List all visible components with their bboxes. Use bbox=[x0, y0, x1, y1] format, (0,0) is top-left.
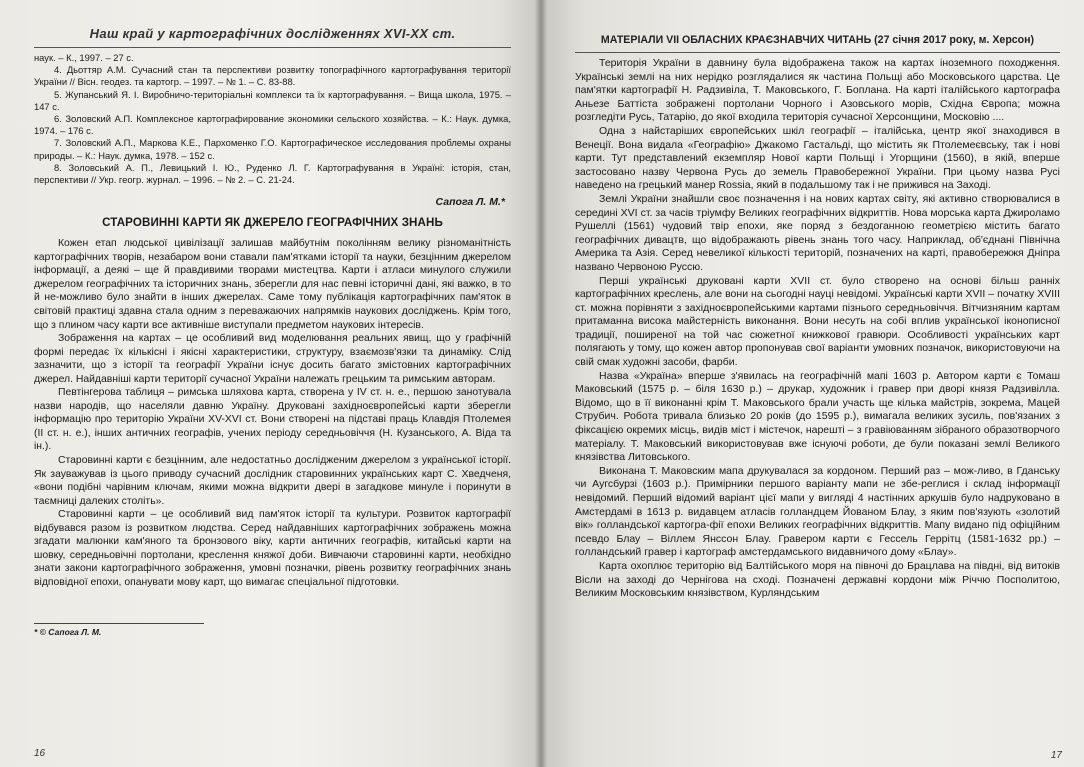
reference-item: 8. Золовський А. П., Левицький І. Ю., Руденко Л. Г. Картографування в Україні: історія, стан, перспективи // Укр. геогр. журнал. – 1996. – № 2. – С. 21-24. bbox=[34, 161, 511, 186]
reference-item: 4. Дьоттяр А.М. Сучасний стан та перспективи розвитку топографічного картографування території України // Вісн. геодез. та картогр. – 1997. – № 1. – С. 83-88. bbox=[34, 64, 511, 88]
left-page-number: 16 bbox=[34, 748, 46, 759]
body-paragraph: Територія України в давнину була відображена також на картах іноземного походження. Українські землі на них нерідко розглядалися як частина Польщі або Московського царства. Це пам'ятки картографії Н. Радзивіла, Т. Маковського, Г. Боплана. На карті італійського картографа Аньезе Баттіста зображені портолани Чорного і Азовського морів, Східна Європа; можна розгледіти Русь, Татарію, до якої входила територія сучасної Херсонщини, Московію .... bbox=[575, 57, 1060, 124]
body-paragraph: Певтінгерова таблиця – римська шляхова карта, створена у IV ст. н. е., першою занотувала назви народів, що населяли давню Україну. Друковані західноєвропейські карти зберегли інформацію про територію України XV-XVI ст. Вони створені на підставі праць Клавдія Птолемея (II ст. н. е.), інших античних географів, учених періоду середньовіччя (Н. Кузанського, А. Віда та ін.). bbox=[34, 387, 511, 453]
reference-item: наук. – К., 1997. – 27 с. bbox=[34, 52, 134, 63]
right-body-text bbox=[575, 57, 1060, 601]
article-title: СТАРОВИННІ КАРТИ ЯК ДЖЕРЕЛО ГЕОГРАФІЧНИХ ЗНАНЬ bbox=[102, 216, 443, 230]
footnote: * © Сапога Л. М. bbox=[34, 627, 102, 638]
reference-item: 6. Золовский А.П. Комплексное картографирование экономики сельского хозяйства. – К.: Наук. думка, 1974. – 176 с. bbox=[34, 113, 511, 137]
right-head-rule bbox=[575, 52, 1060, 53]
left-page bbox=[0, 0, 541, 767]
book-gutter bbox=[535, 0, 547, 767]
right-page-number: 17 bbox=[1050, 750, 1062, 761]
body-paragraph: Назва «Україна» вперше з'явилась на географічній мапі 1603 р. Автором карти є Томаш Маковський (1575 р. – біля 1630 р.) – друкар, художник і гравер при дворі князя Радзивілла. Відомо, що в її виконанні крім Т. Маковського брали участь ще кілька майстрів, зокрема, Мацей Струбич. Робота тривала близько 20 років (до 1595 р.), вимагала великих зусиль, пов'язаних з фіксацією окремих місць, видів міст і містечок, нарешті – з гравіюванням зібраного образотворчого матеріалу. Т. Маковський використовував вже існуючі роботи, де були показані землі Великого князівства Литовського. bbox=[575, 369, 1060, 464]
reference-item: 7. Золовский А.П., Маркова К.Е., Пархоменко Г.О. Картографическое исследования проблемы охраны природы. – К.: Наук. думка, 1978. – 152 с. bbox=[34, 137, 511, 161]
body-paragraph: Одна з найстаріших європейських шкіл географії – італійська, центр якої знаходився в Венеції. Вона видала «Географію» Джакомо Гастальді, що містить як Птолемеєвську, так і нові карти. Тут представлений екземпляр Нової карти Польщі і Угорщини (1560), в якій, вперше застосовано назву Червона Русь до земель Правобережної України. При цьому назва Русі наведено на грецький манер Rossia, який в подальшому так і не прижився на Заході. bbox=[575, 124, 1060, 192]
left-head-rule bbox=[34, 47, 511, 48]
body-paragraph: Виконана Т. Маковским мапа друкувалася за кордоном. Перший раз – мож-ливо, в Гданську чи Аугсбурзі (1603 р.). Примірники першого варіанту мапи не збе-реглися і склад інформації невідомий. Перший відомий варіант цієї мапи у вигляді 4 настінних аркушів було надруковано в Амстердамі в 1613 р. видавцем атласів голландцем Йованом Блау, з яким пов'язують «золотий вік» голландської картогра-фії епохи Великих географічних відкриттів. Мапу видано під офіційним псевдо Блау – Віллем Янссон Блау. Гравером карти є Гессель Геррітц (1581-1632 рр.) – голландський гравер і картограф амстердамського видавничого дому «Блау». bbox=[575, 464, 1060, 559]
body-paragraph: Кожен етап людської цивілізації залишав майбутнім поколінням велику різноманітність картографічних творів, незабаром вони ставали пам'ятками історії та науки, безцінним джерелом інформації, а деякі – ще й правдивими творами мистецтва. Карти і атласи минулого служили джерелом географічних та історичних знань, зберегли для нас певні історичні дані, які важко, в то й не-можливо було знайти в інших джерелах. Саме тому публікація картографічних пам'яток в світовій практиці здавна стала одним з переважаючих напрямків наукових досліджень. Крім того, що з плином часу карти все активніше виступали предметом наукових інтересів. bbox=[34, 238, 511, 331]
reference-item: 5. Жупанський Я. І. Виробничо-територіальні комплекси та їх картографування. – Вища школа, 1975. – 147 с. bbox=[34, 88, 511, 112]
left-body-text bbox=[34, 237, 511, 589]
body-paragraph: Старовинні карти є безцінним, але недостатньо дослідженим джерелом з української історії. Як зауважував із цього приводу сучасний дослідник старовинних українських карт С. Хведченя, «вони подібні чарівним ключам, якими можна відкрити двері в загадкове минуле і поринути в таємниці далеких століть». bbox=[34, 454, 511, 507]
right-page bbox=[541, 0, 1084, 767]
left-running-head: Наш край у картографічних дослідженнях XVI-XX ст. bbox=[89, 26, 456, 41]
body-paragraph: Землі України знайшли своє позначення і на нових картах світу, які активно створювалися в середині XVI ст. за часів тріумфу Великих географічних відкриттів. Нова морська карта Джироламо Рушеллі (1561) чудовий твір епохи, яке поряд з бездоганною геометрією містить багато географічних дивацтв, що відображають рівень знань того часу. Наприклад, об'єднані Північна Америка та Азія. Серед невеликої кількості територій, позначених на карті, правобережжя Дніпра названо Червоною Руссю. bbox=[575, 192, 1060, 273]
right-running-head: МАТЕРІАЛИ VII ОБЛАСНИХ КРАЄЗНАВЧИХ ЧИТАНЬ (27 січня 2017 року, м. Херсон) bbox=[600, 34, 1035, 46]
article-author: Сапога Л. М.* bbox=[435, 196, 505, 209]
reference-list bbox=[34, 52, 511, 186]
body-paragraph: Перші українські друковані карти XVII ст. було створено на основі більш ранніх картографічних креслень, але вони на сьогодні науці невідомі. Українські карти XVII – початку XVIII ст. можна порівняти з західноєвропейськими картами пізнього середньовіччя. Вітчизняним картам притаманна висока майстерність виконання. Вони несуть на собі вплив української іконописної традиції, поширеної на той час сюжетної книжкової гравюри. Особливості українських карт полягають у тому, що кожен автор пропонував свої варіанти умовних позначок, використовуючи на свій смак художні засоби, фарби. bbox=[575, 274, 1060, 369]
body-paragraph: Зображення на картах – це особливий вид моделювання реальних явищ, що у графічній формі передає їх кількісні і якісні характеристики, структуру, взаємозв'язки та динаміку. Слід зазначити, що з історії та географії України існує досить багато змістовних картографічних джерел. Найдавніші карти території сучасної України належать грецьким та римським авторам. bbox=[34, 333, 511, 385]
body-paragraph: Старовинні карти – це особливий вид пам'яток історії та культури. Розвиток картографії відбувався разом із розвитком людства. Серед найдавніших картографічних зображень можна згадати малюнки кам'яного та бронзового віку, карти античних географів, китайські карти на шовку, середньовічні портолани, креслення княжої доби. Вивчаючи старовинні карти, необхідно знати закони картографічного зображення, умовні позначки, рівень розвитку географічних знань відповідної епохи, опанувати мову карт, що вимагає спеціальної підготовки. bbox=[34, 509, 511, 588]
body-paragraph: Карта охоплює територію від Балтійського моря на півночі до Брацлава на півдні, від витоків Вісли на заході до Чернігова на сході. Позначені державні кордони між Річчю Посполитою, Великим Московським князівством, Курляндським bbox=[575, 559, 1060, 600]
footnote-rule bbox=[34, 623, 204, 624]
